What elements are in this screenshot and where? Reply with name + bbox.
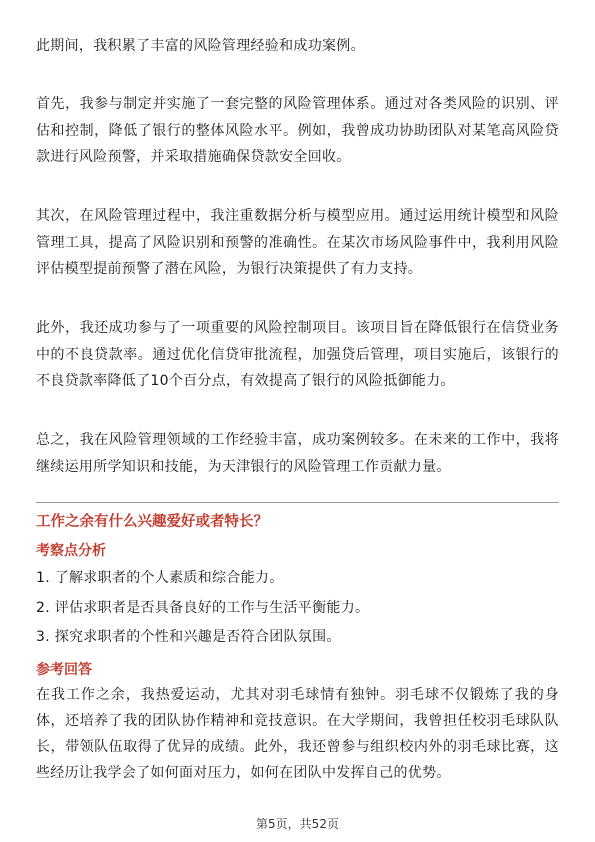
analysis-heading: 考察点分析 [36, 543, 106, 559]
paragraph-summary: 总之，我在风险管理领域的工作经验丰富，成功案例较多。在未来的工作中，我将继续运用所学知识和技能，为天津银行的风险管理工作贡献力量。 [36, 432, 559, 475]
answer-text: 在我工作之余，我热爱运动，尤其对羽毛球情有独钟。羽毛球不仅锻炼了我的身体，还培养了我的团队协作精神和竞技意识。在大学期间，我曾担任校羽毛球队队长，带领队伍取得了优异的成绩。此外，我还曾参与组织校内外的羽毛球比赛，这些经历让我学会了如何面对压力，如何在团队中发挥自己的优势。 [36, 687, 559, 781]
page-number: 第5页，共52页 [256, 817, 339, 831]
answer-heading: 参考回答 [36, 662, 92, 678]
analysis-list [36, 564, 369, 653]
paragraph-third: 此外，我还成功参与了一项重要的风险控制项目。该项目旨在降低银行在信贷业务中的不良贷款率。通过优化信贷审批流程，加强贷后管理，项目实施后，该银行的不良贷款率降低了10个百分点，有效提高了银行的风险抵御能力。 [36, 320, 559, 389]
list-item: 3. 探究求职者的个性和兴趣是否符合团队氛围。 [36, 629, 341, 645]
question-title: 工作之余有什么兴趣爱好或者特长？ [36, 514, 268, 530]
section-divider [36, 502, 559, 503]
list-item: 2. 评估求职者是否具备良好的工作与生活平衡能力。 [36, 599, 370, 616]
paragraph-first: 首先，我参与制定并实施了一套完整的风险管理体系。通过对各类风险的识别、评估和控制，降低了银行的整体风险水平。例如，我曾成功协助团队对某笔高风险贷款进行风险预警，并采取措施确保贷款安全回收。 [36, 96, 559, 165]
list-item: 1. 了解求职者的个人素质和综合能力。 [36, 570, 284, 586]
paragraph-intro: 此期间，我积累了丰富的风险管理经验和成功案例。 [36, 38, 365, 54]
paragraph-second: 其次，在风险管理过程中，我注重数据分析与模型应用。通过运用统计模型和风险管理工具，提高了风险识别和预警的准确性。在某次市场风险事件中，我利用风险评估模型提前预警了潜在风险，为银行决策提供了有力支持。 [36, 208, 559, 277]
